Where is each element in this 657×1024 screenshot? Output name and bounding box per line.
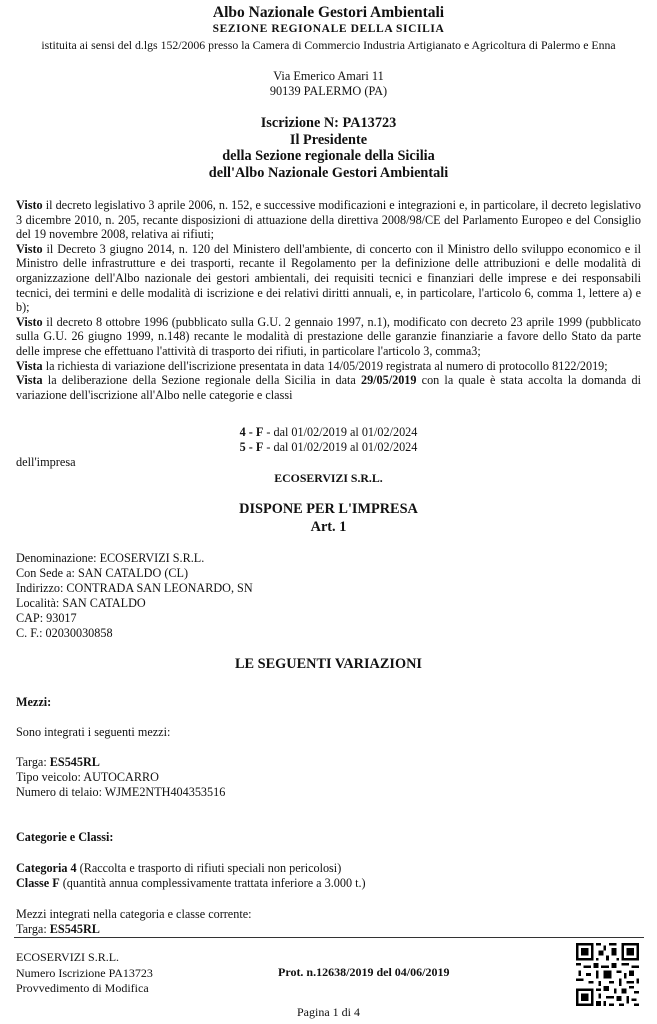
company-denomination: Denominazione: ECOSERVIZI S.R.L. (16, 551, 205, 565)
consideration-paragraph (16, 242, 641, 315)
category-period-list (0, 425, 657, 454)
consideration-paragraph (16, 315, 641, 359)
category-period-line (0, 425, 657, 440)
class-description: (quantità annua complessivamente trattata inferiore a 3.000 t.) (59, 876, 366, 890)
president-section: della Sezione regionale della Sicilia (222, 148, 435, 164)
mezzi-heading-text: Mezzi: (16, 695, 52, 709)
category-label: Categoria 4 (16, 861, 77, 875)
category-description: (Raccolta e trasporto di rifiuti speciali non pericolosi) (76, 861, 342, 875)
footer-info (16, 950, 153, 997)
company-details (16, 551, 253, 642)
president-albo: dell'Albo Nazionale Gestori Ambientali (208, 164, 449, 181)
company-name: ECOSERVIZI S.R.L. (274, 471, 383, 485)
category-line (16, 861, 366, 876)
address-city: 90139 PALERMO (PA) (269, 84, 388, 98)
considerations (16, 198, 641, 402)
plate-value: ES545RL (49, 922, 100, 936)
company-address: Indirizzo: CONTRADA SAN LEONARDO, SN (16, 581, 253, 596)
company-tax-code: C. F.: 02030030858 (16, 626, 113, 641)
category-code: 4 - F (239, 425, 264, 439)
mezzi-heading (16, 695, 51, 710)
class-line (16, 876, 366, 891)
dispone-title: DISPONE PER L'IMPRESA (239, 501, 418, 517)
company-locality: Località: SAN CATALDO (16, 596, 146, 611)
registration-number: Iscrizione N: PA13723 (260, 115, 397, 131)
footer-divider (14, 937, 644, 938)
consideration-text: la richiesta di variazione dell'iscrizione presentata in data 14/05/2019 registrata al numero di protocollo 8122/2019; (42, 358, 608, 373)
categories-heading (16, 830, 113, 845)
mezzi-intro: Sono integrati i seguenti mezzi: (16, 725, 171, 739)
vehicle-details (16, 755, 225, 800)
footer-company: ECOSERVIZI S.R.L. (16, 950, 120, 964)
class-label: Classe F (16, 876, 60, 890)
consideration-text: il decreto 8 ottobre 1996 (pubblicato sulla G.U. 2 gennaio 1997, n.1), modificato con decreto 23 aprile 1999 (pubblicato sulla G.U. 26 giugno 1999, n.148) recante le modalità di prestazione delle garanzie finanziarie a favore dello Stato da parte delle imprese che effettuano l'attività di trasporto dei rifiuti, in particolare l'articolo 3, comma3; (16, 314, 641, 358)
deliberation-date: 29/05/2019 (360, 373, 417, 388)
consideration-text: il Decreto 3 giugno 2014, n. 120 del Ministero dell'ambiente, di concerto con il Ministro dello sviluppo economico e il Ministro delle infrastrutture e dei trasporti, recante il Regolamento per la definizione delle attribuzioni e delle modalità di organizzazione dell'Albo nazionale dei gestori ambientali, dei requisiti tecnici e finanziari delle imprese e dei responsabili tecnici, dei termini e delle modalità di iscrizione e dei relativi diritti annuali, e, in particolare, l'articolo 6, comma 1, lettere a) e b); (16, 241, 641, 315)
category-range: - dal 01/02/2019 al 01/02/2024 (263, 425, 418, 439)
consideration-lead: Visto (16, 314, 43, 329)
consideration-lead: Visto (16, 198, 43, 212)
vehicle-type: Tipo veicolo: AUTOCARRO (16, 770, 159, 784)
integrated-plate (16, 922, 252, 937)
category-period-line (0, 440, 657, 455)
deliberation-lead: Vista (16, 373, 43, 388)
institution-line: istituita ai sensi del d.lgs 152/2006 presso la Camera di Commercio Industria Artigianato e Agricoltura di Palermo e Enna (41, 38, 616, 52)
consideration-paragraph (16, 198, 641, 242)
deliberation-text-end: con la quale è stata accolta la domanda di variazione dell'iscrizione all'Albo nelle categorie e classi (16, 373, 641, 402)
category-code: 5 - F (239, 439, 264, 454)
vehicle-chassis: Numero di telaio: WJME2NTH404353516 (16, 785, 226, 799)
categories-heading-text: Categorie e Classi: (16, 830, 114, 844)
dispone-heading (0, 500, 657, 536)
albo-title: Albo Nazionale Gestori Ambientali (212, 4, 445, 21)
consideration-paragraph (16, 359, 641, 374)
integrated-vehicles-label: Mezzi integrati nella categoria e classe corrente: (16, 907, 252, 921)
consideration-lead: Vista (16, 358, 43, 373)
footer-registration: Numero Iscrizione PA13723 (16, 965, 153, 980)
category-range: - dal 01/02/2019 al 01/02/2024 (263, 439, 418, 454)
integrated-vehicles (16, 907, 252, 937)
president-title: Il Presidente (289, 131, 368, 148)
plate-label: Targa: (16, 755, 50, 769)
plate-value: ES545RL (49, 755, 100, 769)
article-number: Art. 1 (310, 519, 347, 535)
company-cap: CAP: 93017 (16, 611, 77, 626)
footer-provvedimento: Provvedimento di Modifica (16, 981, 149, 995)
section-name: SEZIONE REGIONALE DELLA SICILIA (212, 23, 445, 35)
deliberation-text: la deliberazione della Sezione regionale della Sicilia in data (42, 373, 361, 388)
vehicle-plate (16, 755, 225, 770)
page-number: Pagina 1 di 4 (297, 1005, 360, 1019)
variations-title: LE SEGUENTI VARIAZIONI (235, 656, 422, 672)
protocol-number: Prot. n.12638/2019 del 04/06/2019 (278, 965, 450, 979)
deliberation-paragraph (16, 373, 641, 402)
consideration-text: il decreto legislativo 3 aprile 2006, n. 152, e successive modificazioni e integrazioni e, in particolare, il decreto legislativo 3 dicembre 2010, n. 205, recante disposizioni di attuazione della direttiva 2008/98/CE del Parlamento Europeo e del Consiglio del 19 novembre 2008, relativa ai rifiuti; (16, 198, 641, 242)
plate-label: Targa: (16, 922, 50, 936)
registration-block (0, 115, 657, 181)
qr-code-icon (576, 943, 639, 1006)
address-street: Via Emerico Amari 11 (273, 69, 384, 83)
consideration-lead: Visto (16, 241, 43, 256)
dell-impresa-label: dell'impresa (16, 455, 76, 469)
company-seat: Con Sede a: SAN CATALDO (CL) (16, 566, 189, 581)
category-class-details (16, 861, 366, 891)
